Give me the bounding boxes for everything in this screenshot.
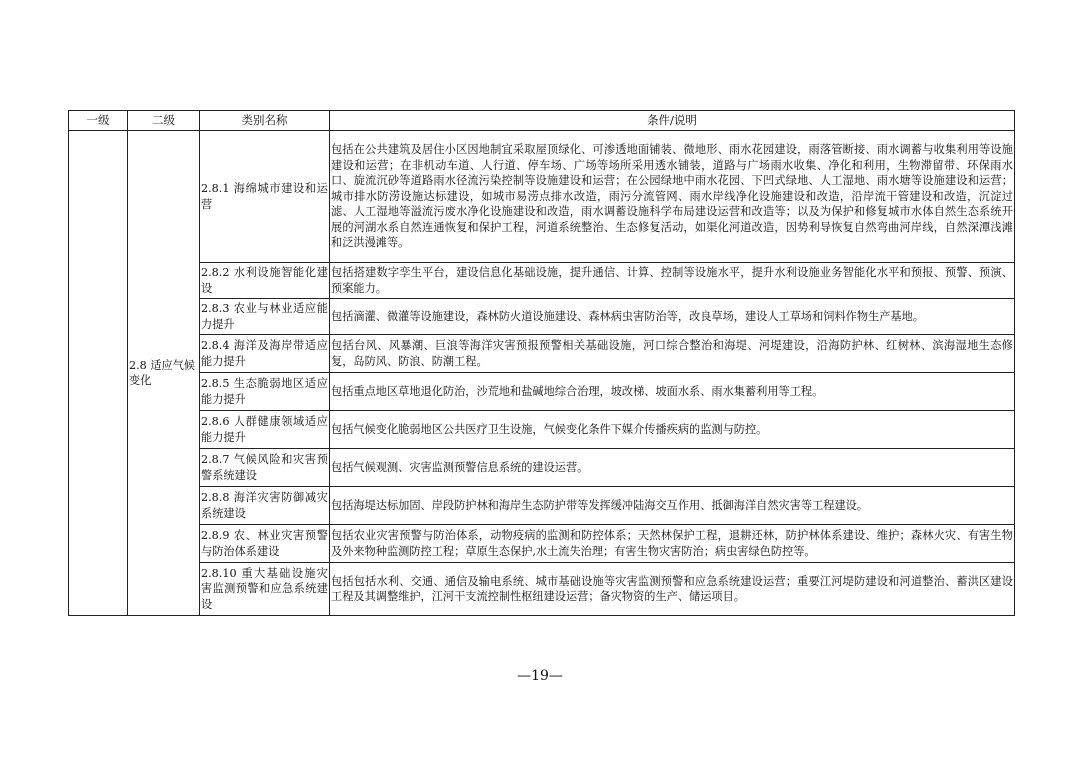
table-row — [69, 525, 1015, 563]
category-name: 2.8.3 农业与林业适应能力提升 — [200, 299, 330, 335]
category-desc: 包括台风、风暴潮、巨浪等海洋灾害预报预警相关基础设施，河口综合整治和海堤、河堤建设，沿海防护林、红树林、滨海湿地生态修复，岛防风、防浪、防潮工程。 — [330, 335, 1015, 373]
category-desc: 包括农业灾害预警与防治体系，动物疫病的监测和防控体系；天然林保护工程，退耕还林，防护林体系建设、维护；森林火灾、有害生物及外来物种监测防控工程；草原生态保护,水土流失治理；有害生物灾害防治；病虫害绿色防控等。 — [330, 525, 1015, 563]
category-desc: 包括重点地区草地退化防治，沙荒地和盐碱地综合治理，坡改梯、坡面水系、雨水集蓄利用等工程。 — [330, 373, 1015, 411]
category-name: 2.8.8 海洋灾害防御减灾系统建设 — [200, 487, 330, 525]
header-level2: 二级 — [128, 111, 200, 131]
header-conditions: 条件/说明 — [330, 111, 1015, 131]
table-row — [69, 131, 1015, 263]
table-row — [69, 449, 1015, 487]
category-desc: 包括包括水利、交通、通信及输电系统、城市基础设施等灾害监测预警和应急系统建设运营；重要江河堤防建设和河道整治、蓄洪区建设工程及其调整维护，江河干支流控制性枢纽建设运营；备灾物资的生产、储运项目。 — [330, 563, 1015, 616]
level2-cell: 2.8 适应气候变化 — [128, 131, 200, 616]
header-level1: 一级 — [69, 111, 128, 131]
header-category: 类别名称 — [200, 111, 330, 131]
table-row — [69, 335, 1015, 373]
table-row — [69, 373, 1015, 411]
category-desc: 包括在公共建筑及居住小区因地制宜采取屋顶绿化、可渗透地面铺装、微地形、雨水花园建设，雨落管断接、雨水调蓄与收集利用等设施建设和运营；在非机动车道、人行道、停车场、广场等场所采用透水铺装，道路与广场雨水收集、净化和利用，生物滞留带、环保雨水口、旋流沉砂等道路雨水径流污染控制等设施建设和运营；在公园绿地中雨水花园、下凹式绿地、人工湿地、雨水塘等设施建设和运营；城市排水防涝设施达标建设，如城市易涝点排水改造，雨污分流管网、雨水岸线净化设施建设和改造，沿岸流干管建设和改造，沉淀过滤、人工湿地等溢流污废水净化设施建设和改造，雨水调蓄设施科学布局建设运营和改造等；以及为保护和修复城市水体自然生态系统开展的河湖水系自然连通恢复和保护工程，河道系统整治、生态修复活动，如渠化河道改造，因势利导恢复自然弯曲河岸线，自然深潭浅滩和泛洪漫滩等。 — [330, 131, 1015, 263]
category-desc: 包括搭建数字孪生平台，建设信息化基础设施，提升通信、计算、控制等设施水平，提升水利设施业务智能化水平和预报、预警、预演、预案能力。 — [330, 263, 1015, 299]
table-row — [69, 411, 1015, 449]
category-desc: 包括气候变化脆弱地区公共医疗卫生设施，气候变化条件下媒介传播疾病的监测与防控。 — [330, 411, 1015, 449]
category-desc: 包括气候观测、灾害监测预警信息系统的建设运营。 — [330, 449, 1015, 487]
category-name: 2.8.2 水利设施智能化建设 — [200, 263, 330, 299]
category-desc: 包括海堤达标加固、岸段防护林和海岸生态防护带等发挥缓冲陆海交互作用、抵御海洋自然灾害等工程建设。 — [330, 487, 1015, 525]
category-name: 2.8.4 海洋及海岸带适应能力提升 — [200, 335, 330, 373]
level1-cell — [69, 131, 128, 616]
page-number: —19— — [517, 668, 563, 684]
category-name: 2.8.9 农、林业灾害预警与防治体系建设 — [200, 525, 330, 563]
table-row — [69, 487, 1015, 525]
category-name: 2.8.10 重大基础设施灾害监测预警和应急系统建设 — [200, 563, 330, 616]
table-row — [69, 563, 1015, 616]
header-row — [69, 111, 1015, 131]
category-name: 2.8.5 生态脆弱地区适应能力提升 — [200, 373, 330, 411]
table-row — [69, 299, 1015, 335]
category-name: 2.8.1 海绵城市建设和运营 — [200, 131, 330, 263]
category-name: 2.8.7 气候风险和灾害预警系统建设 — [200, 449, 330, 487]
table-row — [69, 263, 1015, 299]
category-desc: 包括滴灌、微灌等设施建设，森林防火道设施建设、森林病虫害防治等，改良草场，建设人工草场和饲料作物生产基地。 — [330, 299, 1015, 335]
classification-table — [68, 110, 1015, 616]
category-name: 2.8.6 人群健康领域适应能力提升 — [200, 411, 330, 449]
